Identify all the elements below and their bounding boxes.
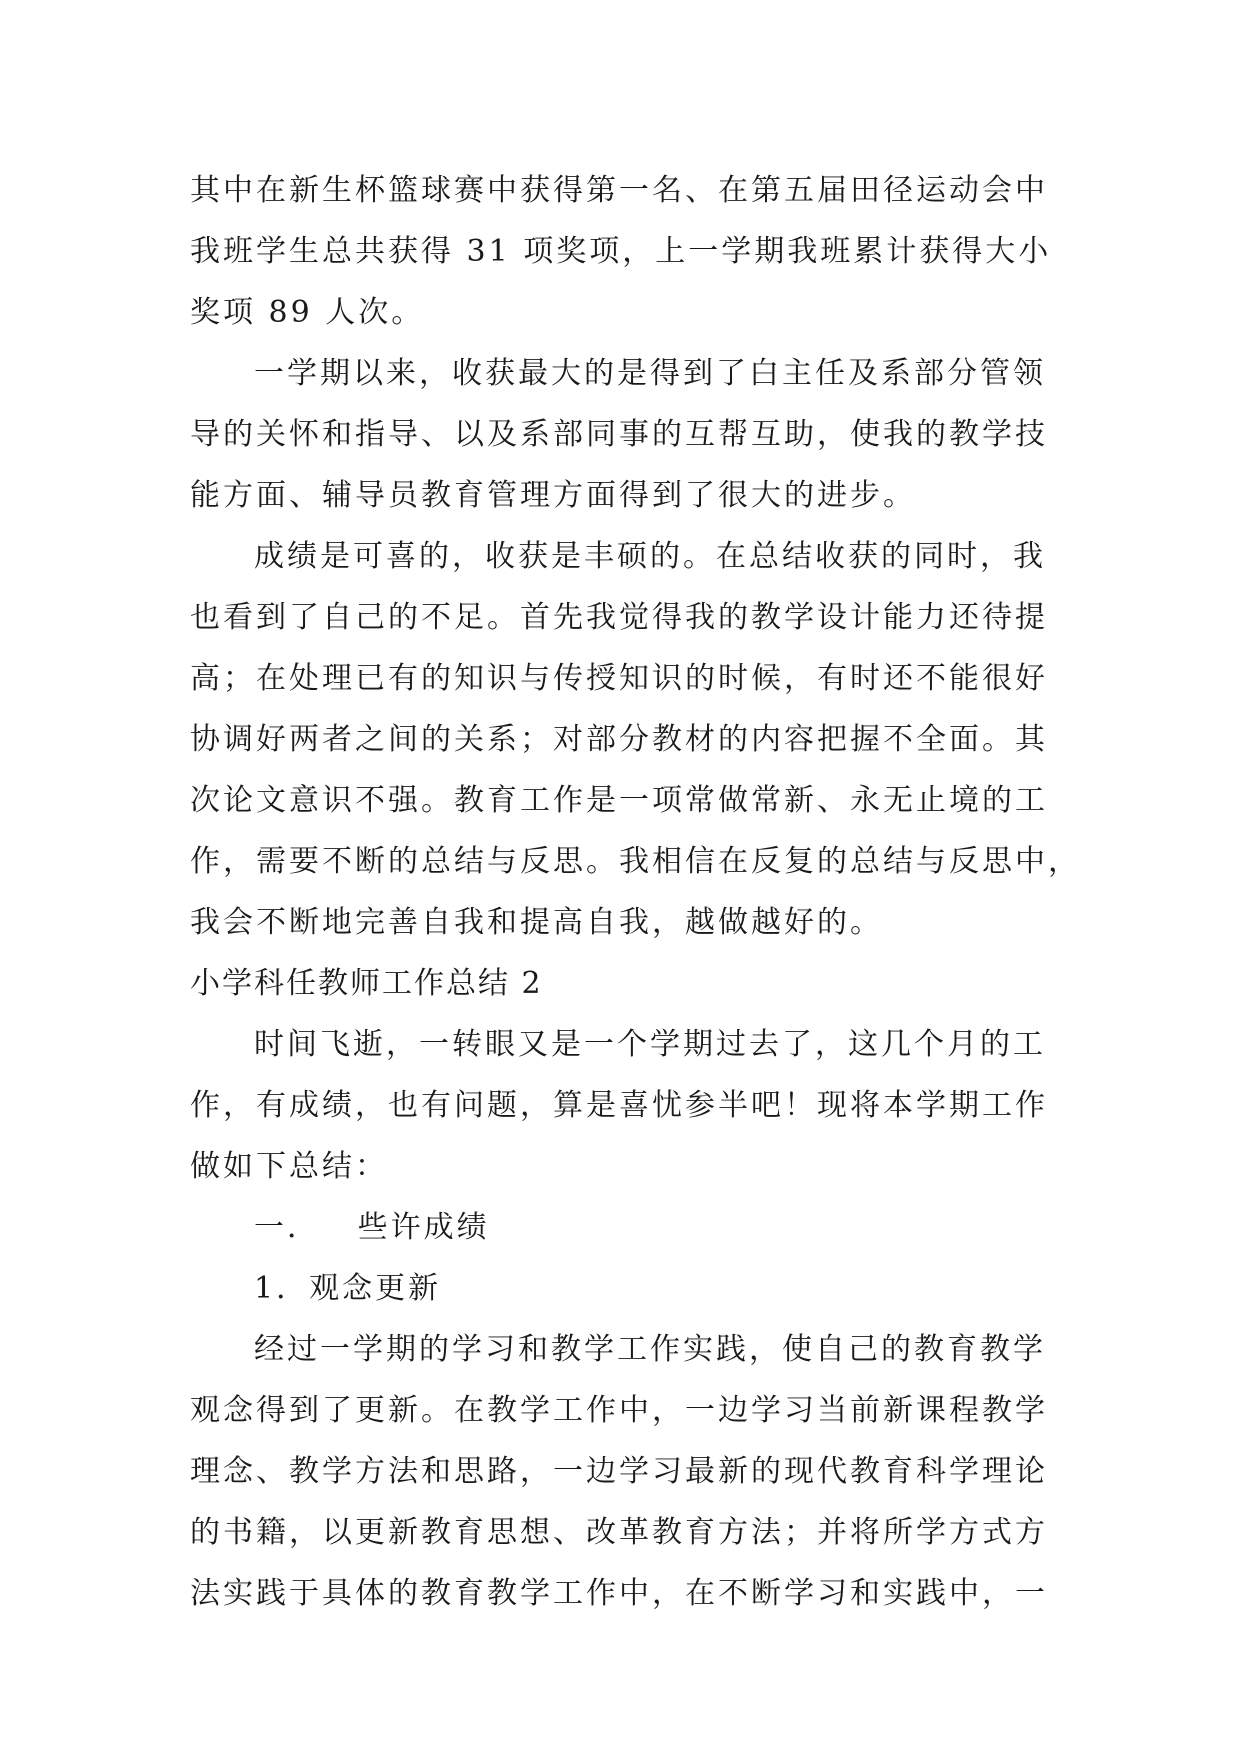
document-body xyxy=(190,160,1081,1624)
paragraph-first-line: 时间飞逝，一转眼又是一个学期过去了，这几个月的工 xyxy=(254,1027,1046,1062)
text-line: 法实践于具体的教育教学工作中，在不断学习和实践中，一 xyxy=(190,1576,1048,1611)
text-line: 高；在处理已有的知识与传授知识的时候，有时还不能很好 xyxy=(190,661,1048,696)
text-line: 作，需要不断的总结与反思。我相信在反复的总结与反思中， xyxy=(190,844,1081,879)
paragraph-first-line: 一学期以来，收获最大的是得到了白主任及系部分管领 xyxy=(254,356,1046,391)
text-line: 协调好两者之间的关系；对部分教材的内容把握不全面。其 xyxy=(190,722,1048,757)
subheading-concept-update: 1．观念更新 xyxy=(254,1271,442,1306)
text-line: 次论文意识不强。教育工作是一项常做常新、永无止境的工 xyxy=(190,783,1048,818)
text-line: 理念、教学方法和思路，一边学习最新的现代教育科学理论 xyxy=(190,1454,1048,1489)
text-line: 其中在新生杯篮球赛中获得第一名、在第五届田径运动会中 xyxy=(190,173,1048,208)
text-line: 作，有成绩，也有问题，算是喜忧参半吧！现将本学期工作 xyxy=(190,1088,1048,1123)
text-line: 做如下总结： xyxy=(190,1149,388,1184)
text-line: 导的关怀和指导、以及系部同事的互帮互助，使我的教学技 xyxy=(190,417,1048,452)
paragraph-first-line: 经过一学期的学习和教学工作实践，使自己的教育教学 xyxy=(254,1332,1046,1367)
text-line: 奖项 89 人次。 xyxy=(190,295,425,330)
text-line: 的书籍，以更新教育思想、改革教育方法；并将所学方式方 xyxy=(190,1515,1048,1550)
text-line: 我班学生总共获得 31 项奖项，上一学期我班累计获得大小 xyxy=(190,234,1052,269)
text-line: 也看到了自己的不足。首先我觉得我的教学设计能力还待提 xyxy=(190,600,1048,635)
section-heading: 小学科任教师工作总结 2 xyxy=(190,966,543,1001)
text-line: 能方面、辅导员教育管理方面得到了很大的进步。 xyxy=(190,478,916,513)
text-line: 我会不断地完善自我和提高自我，越做越好的。 xyxy=(190,905,883,940)
paragraph-first-line: 成绩是可喜的，收获是丰硕的。在总结收获的同时，我 xyxy=(254,539,1046,574)
text-line: 观念得到了更新。在教学工作中，一边学习当前新课程教学 xyxy=(190,1393,1048,1428)
subheading-achievements: 一． 些许成绩 xyxy=(254,1210,490,1245)
